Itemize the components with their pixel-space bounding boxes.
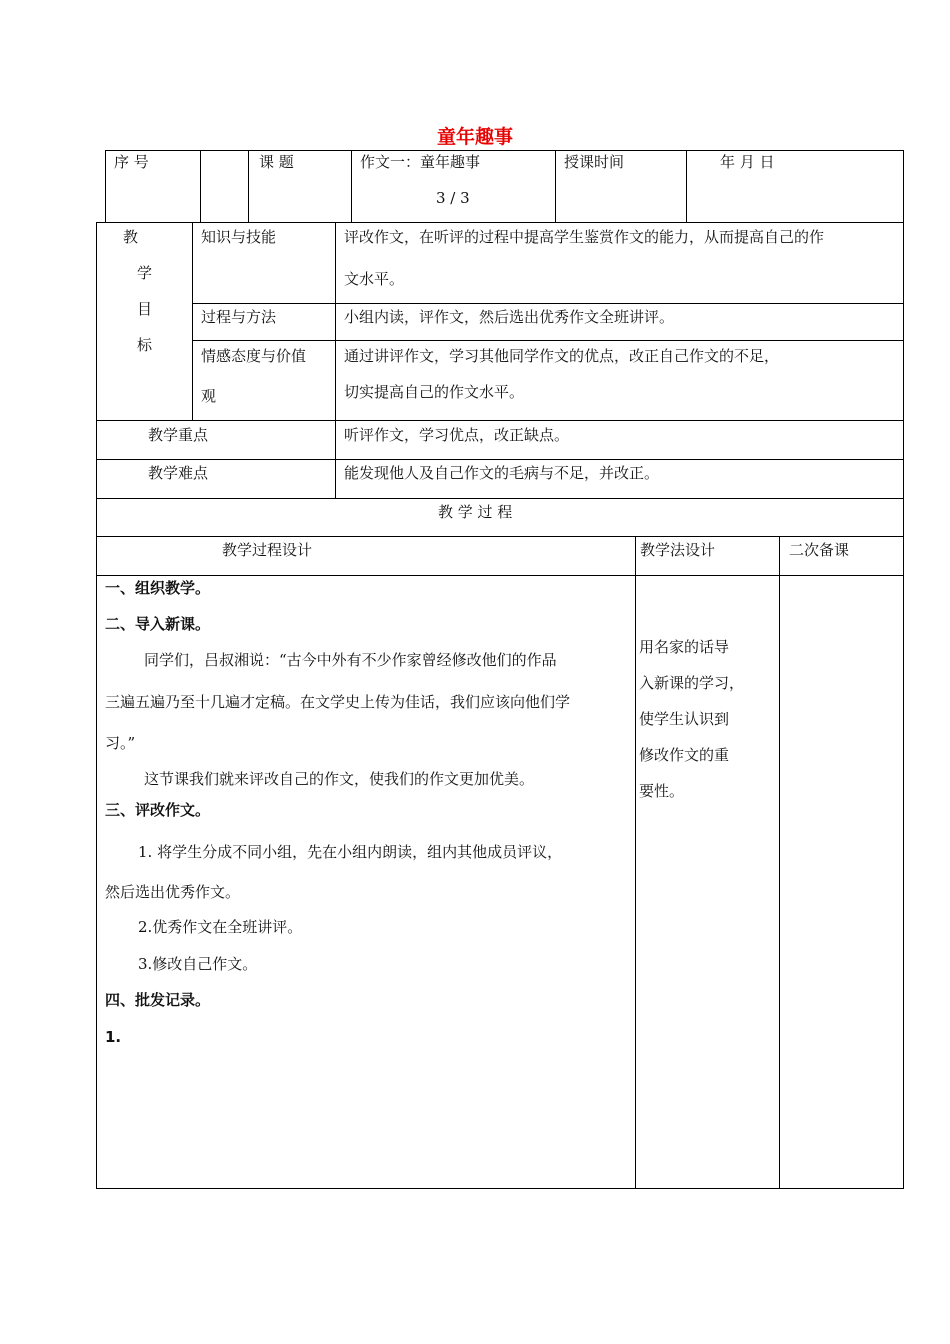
paragraph-line: 同学们，吕叔湘说：“古今中外有不少作家曾经修改他们的作品 xyxy=(144,651,557,669)
knowledge-text: 文水平。 xyxy=(344,270,405,288)
goals-label-char: 教 xyxy=(123,228,139,246)
paragraph-line: 这节课我们就来评改自己的作文，使我们的作文更加优美。 xyxy=(144,770,535,788)
column-method: 教学法设计 xyxy=(640,541,716,559)
knowledge-text: 评改作文，在听评的过程中提高学生鉴赏作文的能力，从而提高自己的作 xyxy=(344,228,825,246)
process-method-text: 小组内读，评作文，然后选出优秀作文全班讲评。 xyxy=(344,308,675,326)
method-note-line: 要性。 xyxy=(639,782,685,800)
method-note-line: 使学生认识到 xyxy=(639,710,730,728)
difficulty-label: 教学难点 xyxy=(148,464,209,482)
attitude-text: 切实提高自己的作文水平。 xyxy=(344,383,525,401)
attitude-text: 通过讲评作文，学习其他同学作文的优点，改正自己作文的不足， xyxy=(344,347,780,365)
list-item: 3.修改自己作文。 xyxy=(138,955,258,973)
column-design: 教学过程设计 xyxy=(222,541,313,559)
section-heading: 二、导入新课。 xyxy=(105,615,211,633)
method-note-line: 入新课的学习， xyxy=(639,674,745,692)
list-item: 1. 将学生分成不同小组，先在小组内朗读，组内其他成员评议， xyxy=(138,843,563,861)
paragraph-line: 习。” xyxy=(105,734,136,752)
column-second: 二次备课 xyxy=(789,541,850,559)
section-heading: 三、评改作文。 xyxy=(105,801,211,819)
serial-label: 序 号 xyxy=(114,153,149,171)
goals-label-char: 标 xyxy=(137,336,153,354)
process-header: 教 学 过 程 xyxy=(438,503,513,521)
key-point-label: 教学重点 xyxy=(148,426,209,444)
difficulty-text: 能发现他人及自己作文的毛病与不足，并改正。 xyxy=(344,464,660,482)
page-indicator: 3 / 3 xyxy=(436,189,470,207)
list-item: 1. xyxy=(105,1028,122,1046)
teaching-time-label: 授课时间 xyxy=(564,153,625,171)
page-title: 童年趣事 xyxy=(436,126,513,148)
teaching-date: 年 月 日 xyxy=(720,153,775,171)
section-heading: 四、批发记录。 xyxy=(105,991,211,1009)
goals-label-char: 学 xyxy=(137,264,153,282)
list-item: 2.优秀作文在全班讲评。 xyxy=(138,918,303,936)
paragraph-line: 三遍五遍乃至十几遍才定稿。在文学史上传为佳话，我们应该向他们学 xyxy=(105,693,571,711)
key-point-text: 听评作文，学习优点，改正缺点。 xyxy=(344,426,570,444)
method-note-line: 用名家的话导 xyxy=(639,638,730,656)
list-item: 然后选出优秀作文。 xyxy=(105,883,241,901)
goals-label-char: 目 xyxy=(137,300,153,318)
process-method-label: 过程与方法 xyxy=(201,308,277,326)
section-heading: 一、组织教学。 xyxy=(105,579,211,597)
attitude-label: 情感态度与价值 xyxy=(201,347,307,365)
attitude-label: 观 xyxy=(201,387,217,405)
knowledge-label: 知识与技能 xyxy=(201,228,277,246)
method-note-line: 修改作文的重 xyxy=(639,746,730,764)
topic-label: 课 题 xyxy=(259,153,294,171)
topic-value: 作文一：童年趣事 xyxy=(360,153,481,171)
